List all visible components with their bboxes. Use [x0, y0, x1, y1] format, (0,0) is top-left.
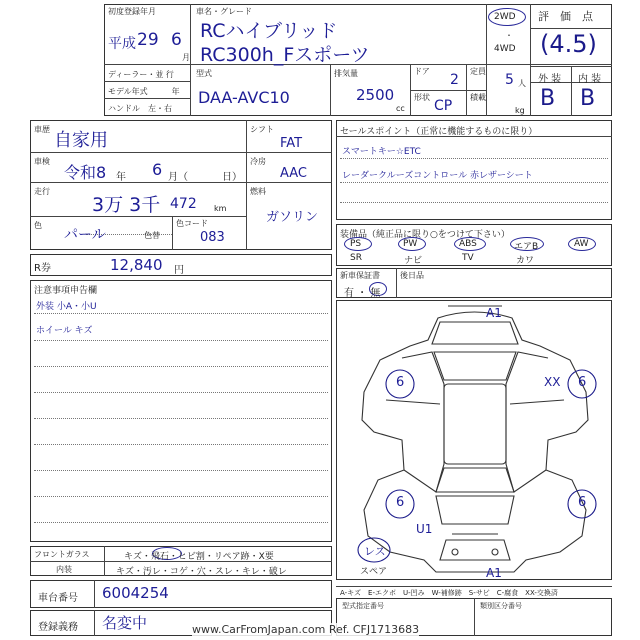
recycle-value: 12,840	[110, 256, 163, 274]
equipment-label: 装備品（純正品に限り○をつけて下さい）	[340, 230, 510, 240]
notes-label: 注意事項申告欄	[34, 286, 98, 296]
mark-right-xx: XX	[544, 375, 561, 389]
month-unit: 月	[182, 53, 190, 62]
drive-2wd: 2WD	[494, 12, 516, 22]
chassis-number: 6004254	[102, 584, 169, 602]
mark-spare-code: レス	[364, 545, 386, 558]
ac: AAC	[280, 166, 307, 181]
sales-point-line-2: レーダークルーズコントロール 赤レザーシート	[342, 171, 533, 181]
fuel: ガソリン	[266, 210, 319, 225]
interior-grade: B	[580, 86, 596, 111]
displacement: 2500	[356, 86, 395, 104]
km-unit: km	[214, 204, 227, 213]
inspection-month: 6	[152, 160, 163, 179]
mileage-label: 走行	[34, 187, 50, 196]
equip-leather: カワ	[516, 256, 535, 266]
first-reg-label: 初度登録年月	[108, 7, 156, 16]
warranty-value: 有 ・ 無	[344, 288, 381, 299]
score: (4.5)	[540, 30, 597, 58]
mileage-sub: 472	[170, 196, 197, 212]
ac-label: 冷房	[250, 157, 266, 166]
use: 自家用	[54, 130, 108, 151]
spare-label: スペア	[360, 567, 388, 577]
registration-value: 名変中	[102, 614, 148, 632]
equip-abs: ABS	[459, 239, 477, 249]
recycle-unit: 円	[174, 265, 184, 276]
drive-4wd: 4WD	[494, 44, 516, 54]
equip-pw: PW	[403, 239, 418, 249]
inspection-label: 車検	[34, 157, 50, 166]
equip-ps: PS	[350, 239, 362, 249]
recycle-label: R券	[34, 263, 51, 274]
car-name: RCハイブリッド	[200, 20, 338, 42]
mark-left-rear-tire: 6	[396, 495, 405, 510]
model-type-label: 型式	[196, 69, 212, 78]
exterior-label: 外 装	[538, 74, 562, 85]
equip-sr: SR	[350, 253, 362, 263]
interior-glass-label: 内装	[56, 565, 72, 574]
displacement-label: 排気量	[334, 69, 358, 78]
color-change-label: 色替	[144, 231, 160, 240]
interior-label: 内 装	[578, 74, 602, 85]
mark-left-front-tire: 6	[396, 375, 405, 390]
footer-ref: www.CarFromJapan.com Ref. CFJ1713683	[192, 623, 420, 636]
model-type: DAA-AVC10	[198, 88, 290, 107]
shape-label: 形状	[414, 93, 430, 102]
color-label: 色	[34, 221, 42, 230]
color-code: 083	[200, 230, 225, 245]
inspection-year-unit: 年	[116, 172, 126, 183]
category-label: 類別区分番号	[480, 602, 522, 610]
front-glass-label: フロントガラス	[34, 550, 90, 559]
notes-box	[30, 280, 332, 542]
sales-point-line-1: スマートキー☆ETC	[342, 147, 421, 157]
model-year-label: モデル年式 年	[108, 87, 180, 96]
mark-front-top: A1	[486, 306, 502, 320]
mileage: 3万 3千	[92, 194, 161, 216]
mark-right-rear-tire: 6	[578, 495, 587, 510]
shift-label: シフト	[250, 125, 274, 134]
score-label: 評 価 点	[538, 10, 593, 23]
shape: CP	[434, 98, 453, 114]
shift: FAT	[280, 136, 303, 151]
doors-label: ドア	[414, 67, 430, 76]
reg-month: 6	[171, 30, 182, 50]
mark-left-u1: U1	[416, 522, 433, 536]
equip-airbag: エアB	[514, 242, 539, 252]
doors: 2	[450, 72, 459, 88]
inspection-day-unit: 日）	[222, 172, 242, 183]
mark-right-front-tire: 6	[578, 375, 587, 390]
interior-glass-value: キズ・汚レ・コゲ・穴・スレ・キレ・破レ	[116, 567, 287, 577]
model-confirm-label: 型式指定番号	[342, 602, 384, 610]
kg-unit: kg	[515, 106, 525, 115]
warranty-label: 新車保証書	[340, 271, 380, 280]
dealer-label: ディーラー・並 行	[108, 70, 174, 79]
handle-label: ハンドル 左・右	[108, 104, 172, 113]
era: 平成	[108, 36, 136, 52]
registration-label: 登録義務	[38, 622, 78, 633]
chassis-label: 車台番号	[38, 593, 78, 604]
equip-tv: TV	[462, 253, 474, 263]
reg-year: 29	[137, 30, 159, 50]
capacity-label: 定員	[470, 67, 486, 76]
inspection-month-unit: 月（	[168, 172, 188, 183]
diagram-legend: A-キズ E-エクボ U-凹み W-補修跡 S-サビ C-腐食 XX-交換済	[340, 589, 558, 597]
capacity: 5	[505, 72, 514, 88]
inspection: 令和8	[64, 163, 107, 182]
diagram-box	[336, 300, 612, 580]
equip-aw: AW	[574, 239, 589, 249]
color-code-label: 色コード	[176, 219, 208, 228]
fuel-label: 燃料	[250, 187, 266, 196]
sales-points-label: セールスポイント（正常に機能するものに限り）	[340, 127, 538, 137]
mark-rear-bottom: A1	[486, 566, 502, 580]
capacity-unit: 人	[518, 79, 526, 88]
front-glass-value: キズ・飛石・ヒビ割・リペア跡・X要	[124, 552, 274, 562]
notes-line-1: 外装 小A・小U	[36, 302, 97, 312]
car-name-label: 車名・グレード	[196, 7, 252, 16]
use-label: 車歴	[34, 125, 50, 134]
grade: RC300h_Fスポーツ	[200, 44, 370, 66]
exterior-grade: B	[540, 86, 556, 111]
drive-dot: ・	[505, 31, 513, 40]
notes-line-2: ホイール キズ	[36, 326, 93, 336]
cc-unit: cc	[396, 104, 405, 113]
load-label: 積載	[470, 93, 486, 102]
color: パール	[64, 227, 106, 243]
equip-navi: ナビ	[404, 256, 423, 266]
after-items-label: 後日品	[400, 271, 424, 280]
